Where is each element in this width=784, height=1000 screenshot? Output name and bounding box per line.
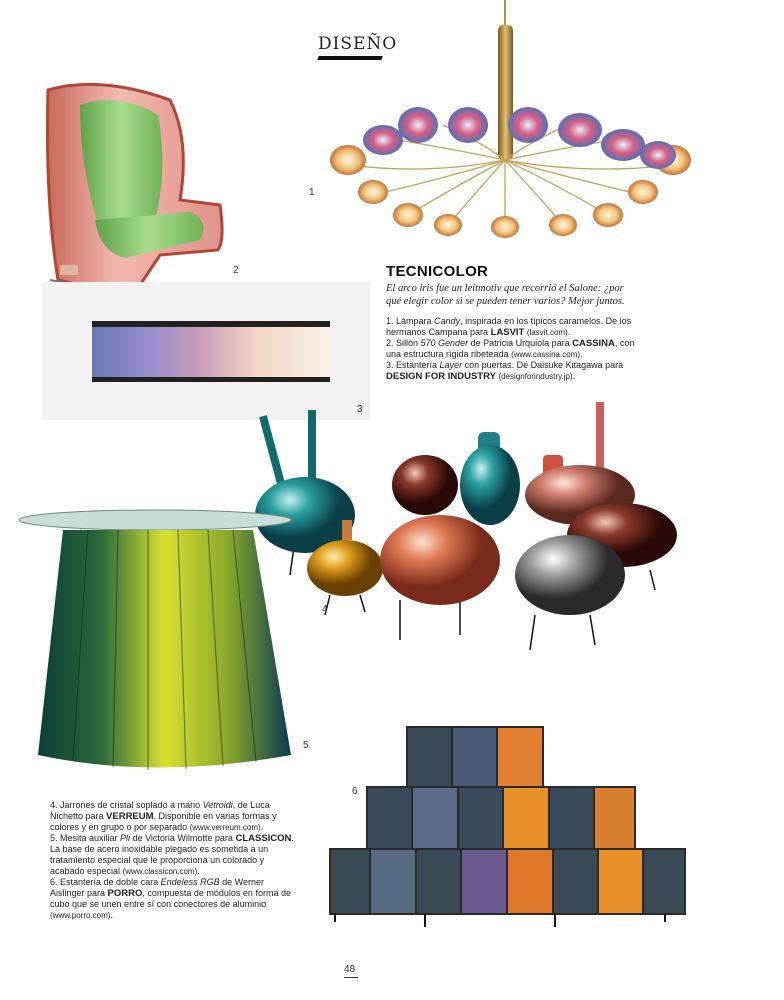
- product-description-6: 6. Estantería de doble cara Endeless RGB de Werner Aislinger para PORRO, compuesta de módulos en forma de cubo que se unen entre sí con conectores de aluminio (www.porro.com).: [50, 877, 291, 920]
- product-description-1: 1. Lámpara Candy, inspirada en los típicos caramelos. De los hermanos Campana para LASVIT (lasvit.com).: [386, 316, 632, 338]
- candy-chandelier-image: [318, 0, 698, 245]
- product-number-1: 1: [309, 187, 315, 198]
- endeless-rgb-shelving-image: [325, 722, 690, 932]
- product-number-3: 3: [357, 404, 363, 415]
- product-descriptions-4-6: [50, 800, 300, 921]
- product-description-5: 5. Mesita auxiliar Pli de Victoria Wilmotte para CLASSICON. La base de acero inoxidable plegado es sometida a un tratamiento especial que le proporciona un colorado y acabado especial (www.classicon.com).: [50, 833, 294, 876]
- article-title: TECNICOLOR: [386, 263, 489, 280]
- pli-side-table-image: [18, 505, 293, 780]
- product-description-2: 2. Sillón 570 Gender de Patricia Urquiola para CASSINA, con una estructura rígida ribeteada (www.cassina.com).: [386, 338, 635, 359]
- page-number: 48: [344, 964, 356, 975]
- vetroidi-vases-image: [250, 400, 690, 650]
- product-number-6: 6: [352, 786, 358, 797]
- product-number-2: 2: [233, 265, 239, 276]
- section-title: DISEÑO: [318, 34, 398, 54]
- product-number-4: 4: [322, 604, 328, 615]
- product-description-4: 4. Jarrones de cristal soplado a mano Vetroidi, de Luca Nichetto para VERREUM. Disponible en varias formas y colores y en grupo o por separado (www.verreum.com).: [50, 800, 277, 832]
- gender-armchair-image: [40, 80, 230, 295]
- product-description-3: 3. Estantería Layer con puertas. De Daisuke Kitagawa para DESIGN FOR INDUSTRY (designforindustry.jp).: [386, 360, 624, 382]
- product-descriptions-1-3: [386, 316, 646, 382]
- product-number-5: 5: [303, 740, 309, 751]
- article-intro: El arco iris fue un leitmotiv que recorrió el Salone: ¿por qué elegir color si se pueden tener varios? Mejor juntos.: [386, 283, 625, 307]
- page-number-rule: [344, 977, 358, 978]
